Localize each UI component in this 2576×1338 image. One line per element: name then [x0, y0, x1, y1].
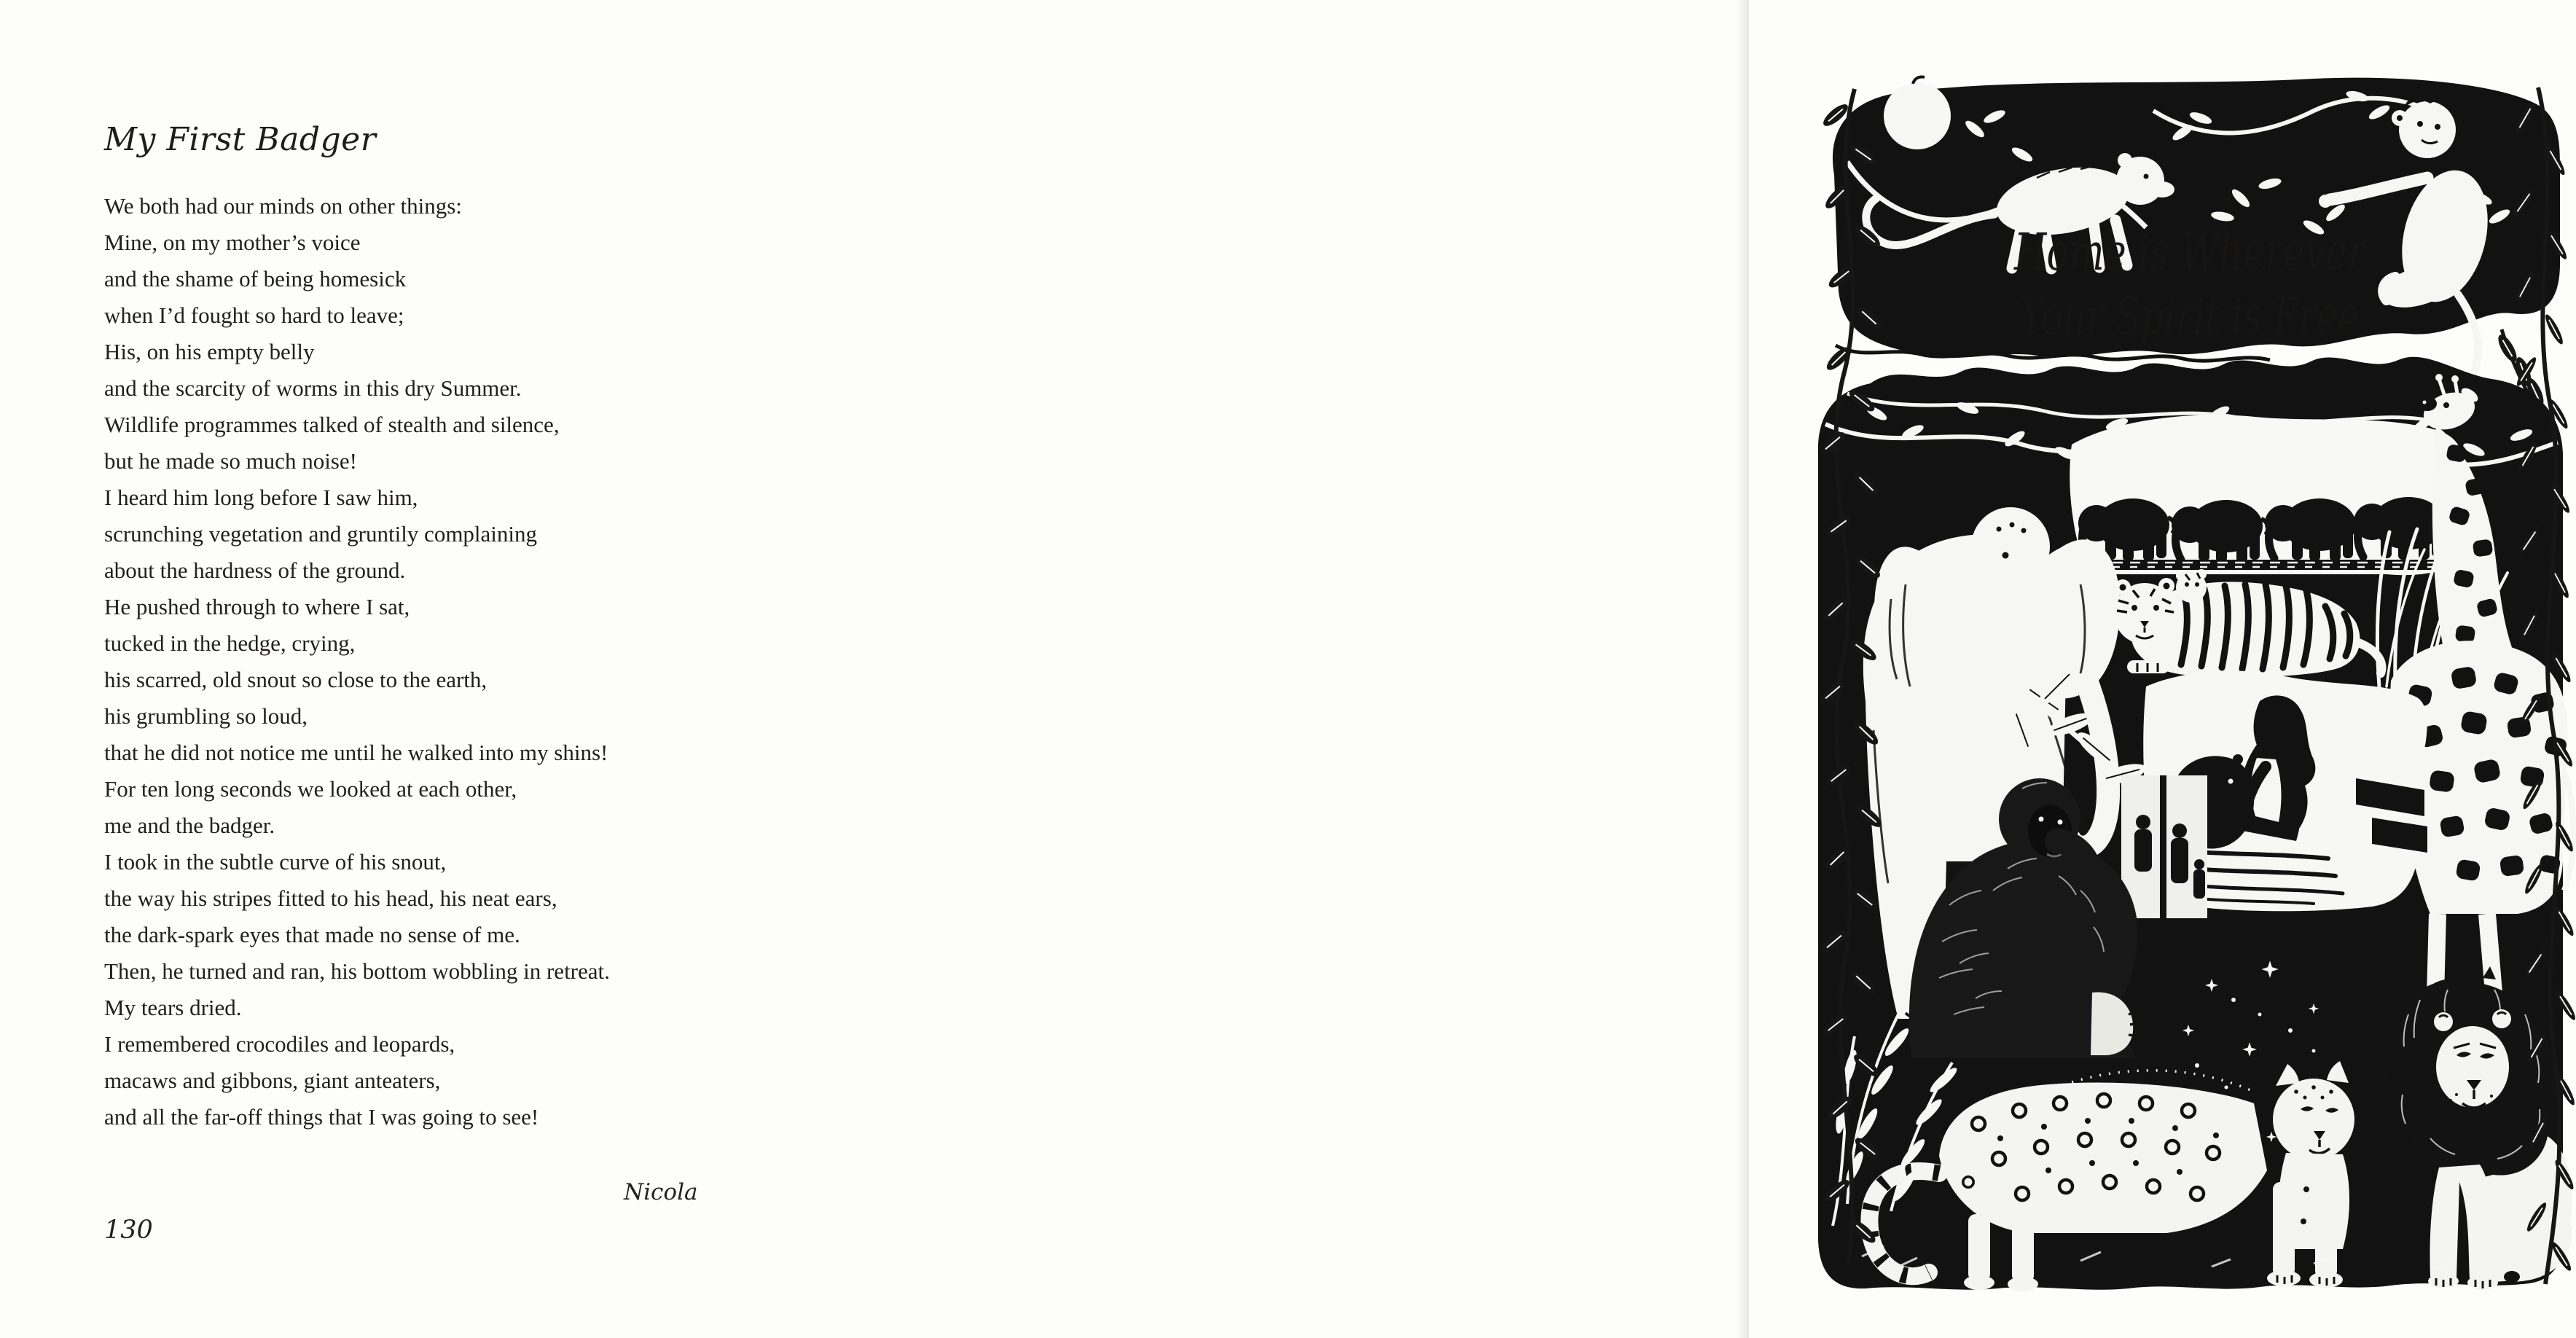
linocut-illustration — [1804, 45, 2576, 1293]
poem-line: about the hardness of the ground. — [104, 558, 406, 583]
page-number: 130 — [104, 1216, 153, 1245]
poem-line: his scarred, old snout so close to the earth, — [104, 667, 488, 692]
poem-line: macaws and gibbons, giant anteaters, — [104, 1068, 441, 1093]
elephant-herd — [2070, 415, 2464, 575]
poem-line: My tears dried. — [104, 995, 242, 1020]
poem-line: and all the far-off things that I was going to see! — [104, 1104, 539, 1130]
poem-line: tucked in the hedge, crying, — [104, 630, 356, 656]
illustration-svg — [1804, 45, 2576, 1293]
poem-line: His, on his empty belly — [104, 339, 315, 364]
poem-line: and the shame of being homesick — [104, 266, 407, 292]
poem-line: the dark-spark eyes that made no sense of me. — [104, 922, 520, 947]
poem-line: We both had our minds on other things: — [104, 193, 462, 219]
poem-line: but he made so much noise! — [104, 448, 357, 474]
poem-line: his grumbling so loud, — [104, 703, 308, 729]
poem-line: I took in the subtle curve of his snout, — [104, 849, 447, 875]
poem-line: scrunching vegetation and gruntily complaining — [104, 521, 538, 547]
page-scan-edge — [1737, 0, 1749, 1338]
poem-line: I heard him long before I saw him, — [104, 485, 418, 510]
right-book-page — [874, 0, 2368, 1338]
poem-line: I remembered crocodiles and leopards, — [104, 1031, 455, 1057]
poem-line: Wildlife programmes talked of stealth and silence, — [104, 412, 560, 437]
poem-line: He pushed through to where I sat, — [104, 594, 410, 619]
left-book-page — [0, 0, 874, 1338]
poem-line: and the scarcity of worms in this dry Summer. — [104, 375, 522, 401]
poem-title: My First Badger — [104, 121, 377, 158]
poem-body — [104, 188, 818, 1135]
jungle-panel — [1818, 357, 2573, 1291]
poem-attribution: Nicola — [624, 1179, 698, 1205]
caption-line-1: Home is Wherever — [2013, 222, 2368, 282]
caption-line-2: Your Spirit is Free — [2020, 286, 2360, 346]
poem-line: For ten long seconds we looked at each other, — [104, 776, 517, 802]
poem-line: me and the badger. — [104, 813, 275, 838]
poem-line: that he did not notice me until he walked into my shins! — [104, 740, 608, 765]
poem-line: Then, he turned and ran, his bottom wobbling in retreat. — [104, 958, 610, 984]
moon — [1884, 77, 1951, 149]
poem-line: the way his stripes fitted to his head, his neat ears, — [104, 885, 557, 911]
poem-line: when I’d fought so hard to leave; — [104, 302, 404, 328]
poem-line: Mine, on my mother’s voice — [104, 230, 361, 255]
